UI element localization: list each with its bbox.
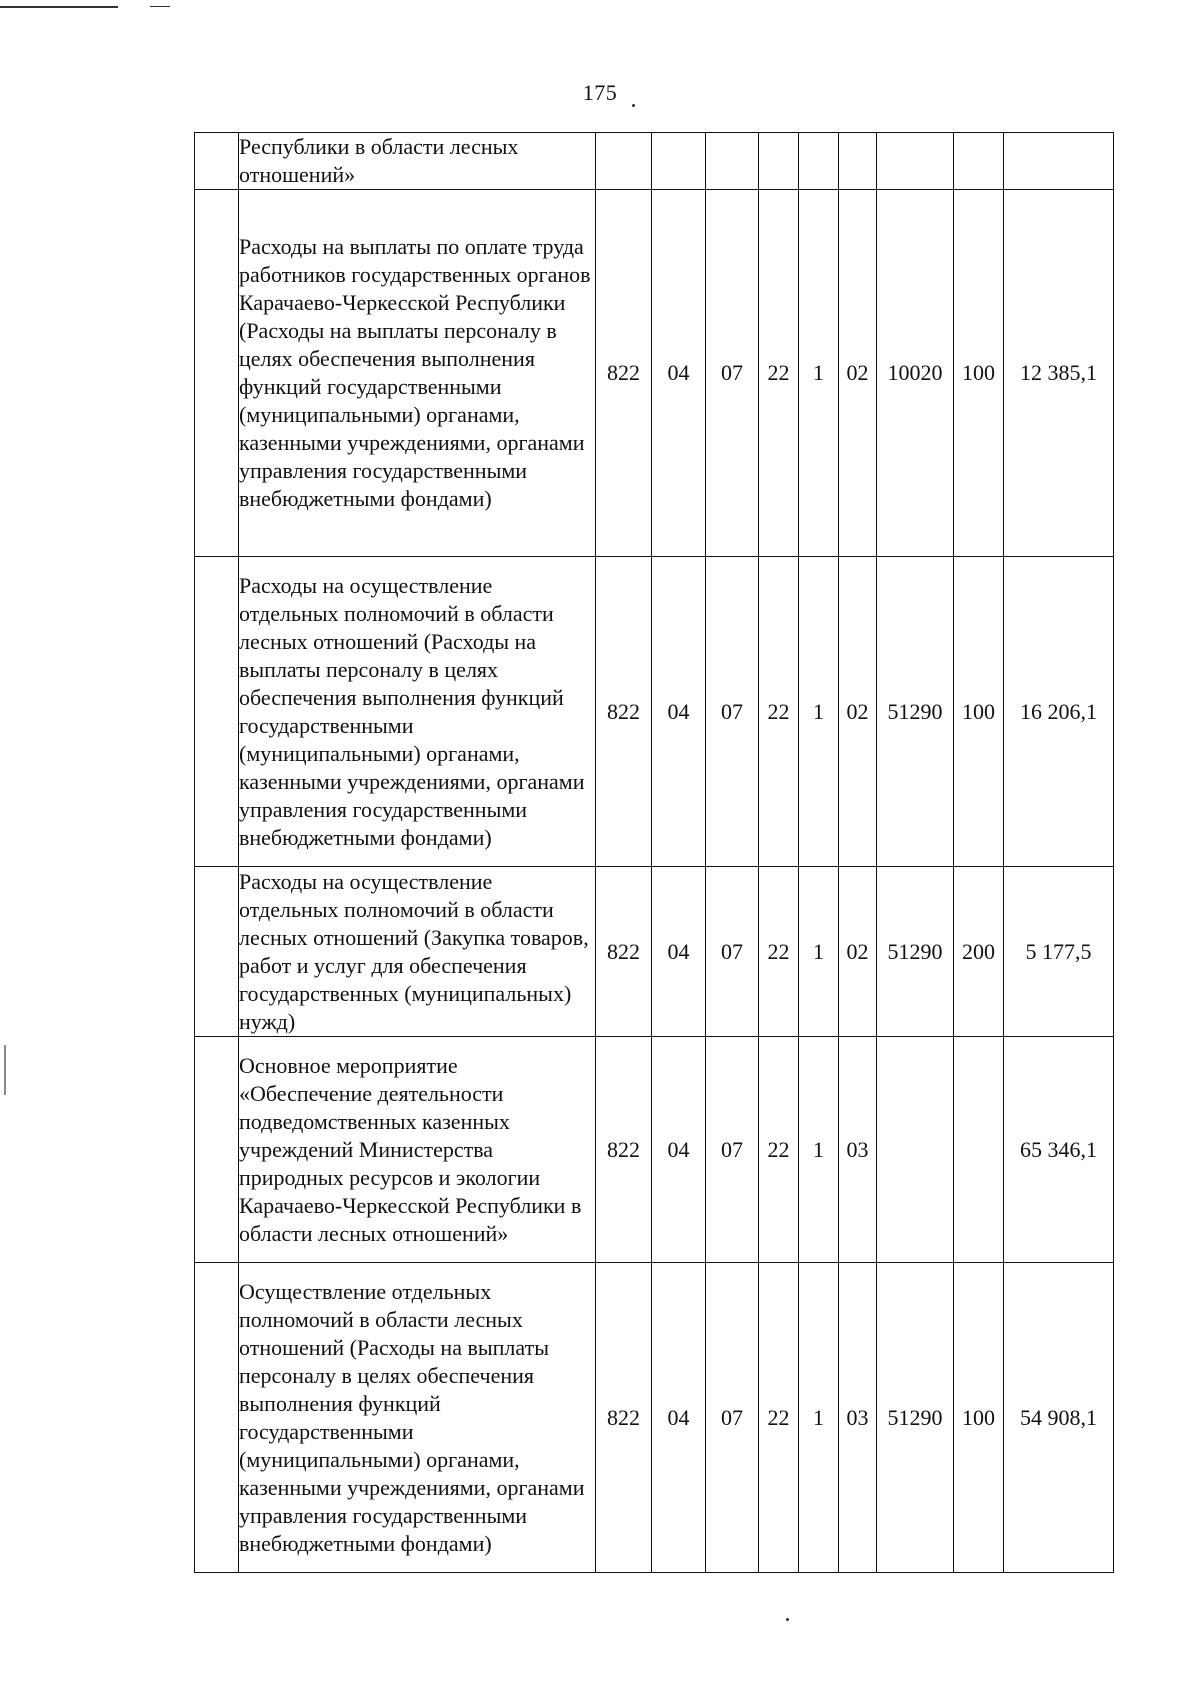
expense-name: Расходы на осуществление отдельных полномочий в области лесных отношений (Расходы на выплаты персоналу в целях обеспечения выполнения функций государственными (муниципальными) органами, казенными учреждениями, органами управления государственными внебюджетными фондами) [239,557,596,867]
row-number-cell [195,190,239,557]
amount: 5 177,5 [1004,867,1114,1037]
table-row [195,1037,1114,1263]
grbs-code: 822 [596,557,652,867]
expense-type-code [954,133,1004,190]
subsection-code: 07 [706,190,759,557]
program-code: 22 [759,1263,799,1573]
scan-edge-line [4,1045,6,1095]
expense-name: Расходы на осуществление отдельных полномочий в области лесных отношений (Закупка товаров, работ и услуг для обеспечения государственных (муниципальных) нужд) [239,867,596,1037]
amount [1004,133,1114,190]
expense-type-code: 100 [954,1263,1004,1573]
direction-code [877,1037,954,1263]
direction-code: 51290 [877,557,954,867]
amount: 16 206,1 [1004,557,1114,867]
table-row [195,867,1114,1037]
section-code: 04 [652,1263,706,1573]
program-code: 22 [759,557,799,867]
row-number-cell [195,867,239,1037]
direction-code: 10020 [877,190,954,557]
expense-type-code: 200 [954,867,1004,1037]
subsection-code: 07 [706,1037,759,1263]
activity-code [839,133,877,190]
grbs-code: 822 [596,867,652,1037]
program-code: 22 [759,867,799,1037]
activity-code: 02 [839,557,877,867]
table-row [195,190,1114,557]
scan-edge-line [0,6,118,8]
activity-code: 02 [839,190,877,557]
subprogram-code: 1 [799,557,839,867]
scan-edge-line [150,6,170,7]
table-row [195,557,1114,867]
subprogram-code: 1 [799,867,839,1037]
subsection-code [706,133,759,190]
section-code: 04 [652,1037,706,1263]
program-code [759,133,799,190]
row-number-cell [195,1263,239,1573]
budget-table [194,132,1114,1573]
table-row [195,1263,1114,1573]
grbs-code: 822 [596,1037,652,1263]
subprogram-code [799,133,839,190]
program-code: 22 [759,1037,799,1263]
subsection-code: 07 [706,557,759,867]
direction-code: 51290 [877,867,954,1037]
expense-name: Основное мероприятие «Обеспечение деятельности подведомственных казенных учреждений Министерства природных ресурсов и экологии Карачаево-Черкесской Республики в области лесных отношений» [239,1037,596,1263]
expense-name: Расходы на выплаты по оплате труда работников государственных органов Карачаево-Черкесской Республики (Расходы на выплаты персоналу в целях обеспечения выполнения функций государственными (муниципальными) органами, казенными учреждениями, органами управления государственными внебюджетными фондами) [239,190,596,557]
expense-type-code: 100 [954,557,1004,867]
direction-code [877,133,954,190]
row-number-cell [195,133,239,190]
section-code: 04 [652,867,706,1037]
section-code: 04 [652,557,706,867]
expense-type-code: 100 [954,190,1004,557]
page-number: 175 [582,80,618,105]
grbs-code: 822 [596,190,652,557]
row-number-cell [195,1037,239,1263]
amount: 12 385,1 [1004,190,1114,557]
section-code [652,133,706,190]
row-number-cell [195,557,239,867]
activity-code: 03 [839,1037,877,1263]
amount: 65 346,1 [1004,1037,1114,1263]
subprogram-code: 1 [799,1037,839,1263]
direction-code: 51290 [877,1263,954,1573]
grbs-code: 822 [596,1263,652,1573]
table-row [195,133,1114,190]
expense-name: Республики в области лесных отношений» [239,133,596,190]
subprogram-code: 1 [799,1263,839,1573]
subprogram-code: 1 [799,190,839,557]
section-code: 04 [652,190,706,557]
subsection-code: 07 [706,1263,759,1573]
scan-speck [786,1618,789,1621]
amount: 54 908,1 [1004,1263,1114,1573]
grbs-code [596,133,652,190]
expense-name: Осуществление отдельных полномочий в области лесных отношений (Расходы на выплаты персоналу в целях обеспечения выполнения функций государственными (муниципальными) органами, казенными учреждениями, органами управления государственными внебюджетными фондами) [239,1263,596,1573]
subsection-code: 07 [706,867,759,1037]
scan-speck [632,104,635,107]
activity-code: 02 [839,867,877,1037]
expense-type-code [954,1037,1004,1263]
program-code: 22 [759,190,799,557]
activity-code: 03 [839,1263,877,1573]
